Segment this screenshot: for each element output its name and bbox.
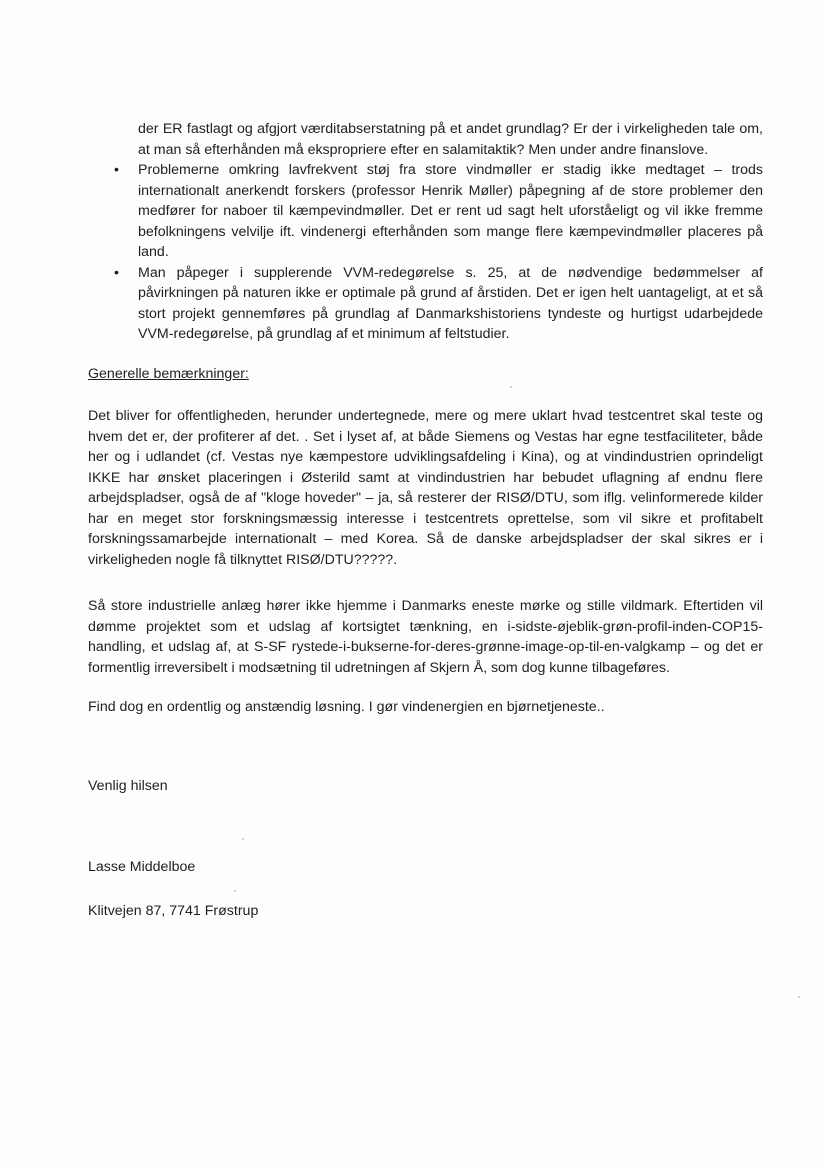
closing-salutation: Venlig hilsen (88, 778, 168, 794)
bullet-text: Problemerne omkring lavfrekvent støj fra store vindmøller er stadig ikke medtaget – trods internationalt anerkendt forskers (professor Henrik Møller) påpegning af de store problemer den medfører for naboer til kæmpevindmøller. Det er rent ud sagt helt uforståeligt og vil ikke fremme befolkningens velvilje ift. vindenergi efterhånden som mange flere kæmpevindmøller placeres på land. (138, 162, 763, 260)
paragraph-wilderness: Så store industrielle anlæg hører ikke hjemme i Danmarks eneste mørke og stille vildmark. Eftertiden vil dømme projektet som et udslag af kortsigtet tænkning, en i-sidste-øjeblik-grøn-profil-inden-COP15-handling, et udslag af, at S-SF rystede-i-bukserne-for-deres-grønne-image-op-til-en-valgkamp – og det er formentlig irreversibelt i modsætning til udretningen af Skjern Å, som dog kunne tilbageføres. (88, 598, 763, 676)
scan-speck (510, 386, 512, 388)
scan-speck (234, 890, 236, 892)
section-heading: Generelle bemærkninger: (88, 366, 249, 382)
paragraph-testcenter: Det bliver for offentligheden, herunder undertegnede, mere og mere uklart hvad testcentret skal teste og hvem det er, der profiterer af det. . Set i lyset af, at både Siemens og Vestas har egne testfaciliteter, både her og i udlandet (cf. Vestas nye kæmpestore udviklingsafdeling i Kina), og at vindindustrien oprindeligt IKKE har ønsket placeringen i Østerild samt at vindindustrien har bebudet uflagning af endnu flere arbejdspladser, også de af "kloge hoveder" – ja, så resterer der RISØ/DTU, som iflg. velinformerede kilder har en meget stor forskningsmæssig interesse i testcentrets oprettelse, som vil sikre et profitabelt forskningssamarbejde internationalt – med Korea. Så de danske arbejdspladser der skal sikres er i virkeligheden nogle få tilknyttet RISØ/DTU?????. (88, 408, 763, 568)
scan-speck (242, 838, 244, 840)
signer-address: Klitvejen 87, 7741 Frøstrup (88, 903, 259, 919)
bullet-item (114, 263, 763, 345)
paragraph-request: Find dog en ordentlig og anstændig løsning. I gør vindenergien en bjørnetjeneste.. (88, 699, 605, 715)
bullet-icon: • (114, 264, 119, 281)
signer-name: Lasse Middelboe (88, 859, 196, 875)
bullet-list (114, 160, 763, 345)
scan-speck (798, 996, 800, 998)
continued-text: der ER fastlagt og afgjort værditabserstatning på et andet grundlag? Er der i virkeligheden tale om, at man så efterhånden må ekspropriere efter en salamitaktik? Men under andre finanslove. (138, 121, 763, 158)
bullet-item (114, 160, 763, 263)
bullet-icon: • (114, 162, 119, 178)
bullet-text: Man påpeger i supplerende VVM-redegørelse s. 25, at de nødvendige bedømmelser af påvirkningen på naturen ikke er optimale på grund af årstiden. Det er igen helt uantageligt, at et så stort projekt gennemføres på grundlag af Danmarkshistoriens tyndeste og hurtigst udarbejdede VVM-redegørelse, på grundlag af et minimum af feltstudier. (138, 264, 763, 342)
